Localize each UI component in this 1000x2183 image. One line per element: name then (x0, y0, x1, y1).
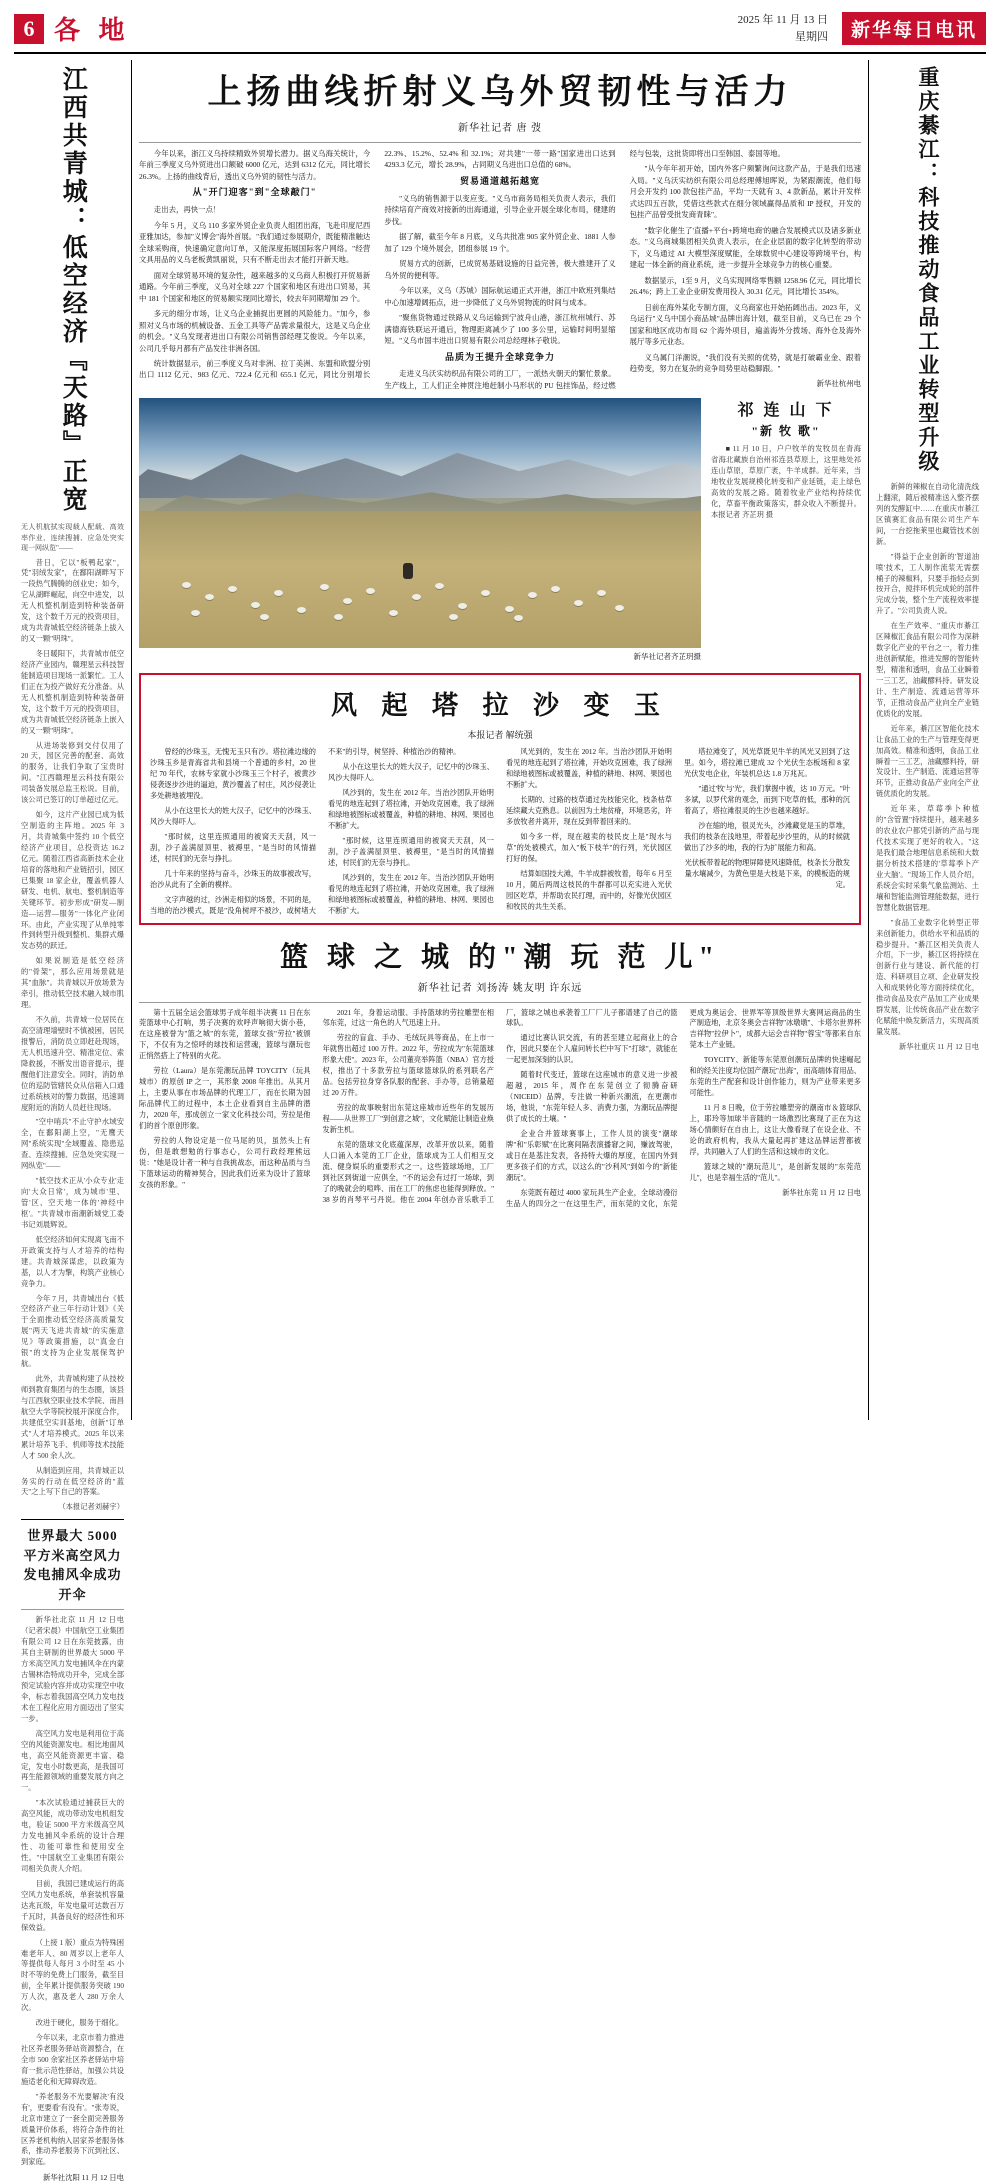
paragraph: 几十年来的坚持与奋斗，沙珠玉的故事被改写，治沙从此有了全新的模样。 (150, 869, 316, 889)
bottom-body (139, 1008, 861, 1210)
paragraph: 近年来，草莓季卜种植的"含管置"持续提升，越来越多的农业农户都凭引新的产品与现代技术实现了更好的收入。"这是我们最合地理信息系统和大数据分析技术搭建的'草莓季卜产业大脑'。"现场工作人员介绍，系统会实时采集气象监测站、土壤和智能监测管理能数据，进行智慧化数据管理。 (876, 804, 979, 912)
paragraph: 目前，我国已建成运行的高空风力发电系统，单套装机容量达兆瓦级，年发电量可达数百万千瓦时，具备良好的经济性和环保效益。 (21, 1878, 124, 1932)
bottom-byline: 新华社记者 刘扬涛 姚友明 许东远 (417, 982, 583, 994)
left-headline: 江西共青城：低空经济『天路』正宽 (59, 66, 87, 514)
left-subcaption: 无人机航拭实现载人配载、高效率作业、连续搜捕、应急处突实现一网纵览"—— (21, 523, 124, 552)
paragraph: 长期的、过路的枝草通过先枝能完化，枝条枯草延续藏大克熟息。以前因为土地贫瘠，环境恶劣，许多放牧者并离开，现在反到带着回来的。 (506, 796, 672, 826)
paragraph: 篮球之城的"潮玩范儿"，是创新发展的"东莞范儿"，也是幸福生活的"范儿"。 (689, 1162, 861, 1182)
paragraph: （上接 1 版）重点为特殊困难老年人、80 周岁以上老年人等提供每人每月 3 小时至 45 小时不等的免费上门服务，截至目前，全年累计提供服务突破 190 万人次，惠及老人 280 万余人次。 (21, 1937, 124, 2013)
paragraph: 结算如国技大滩，牛羊成群被牧着，每年 6 月至 10 月，随后两周这枝民的牛群都可以充实进入光伏园区吃草，并帮助农民打理，而中的，好像光伏园区和牧民的共生关系。 (506, 869, 672, 911)
paragraph: 走进义乌沃实纺织品有限公司的工厂，一派热火朝天的繁忙景象。生产线上，工人们正全神贯注地赶制小马形状的 PU 包挂饰品，经过燃经与包装，这批货即将出口至韩国、泰国等地。 (384, 149, 785, 390)
paragraph: "从今年年初开始，国内外客户频繁询问这款产品，于是我们迅速入局。"义乌沃实纺织有限公司总经理傅旭晖说，为紧跟潮流，他们每月会开发约 100 款包挂产品，平均一天就有 3、4 款新品，累计开发样式达四五百款，凭借这些款式在细分领域赢得品质和 IP 授权，开发的包挂产品曾受批发商青睐"。 (629, 164, 861, 220)
paragraph: 在生产效率、"重庆市綦江区辣椒汇食品有限公司作为深耕数字化产业的平台之一，着力推进创新赋能，推进发酵的智能转型，精准和透明，食品工业瞬着一三工艺，油藏醪料持。研发设计、生产制造、流通运营等环节，正推动食品产业向全产业链优质化的发展。 (876, 621, 979, 718)
paragraph: 劳拉（Laura）是东莞潮玩品牌 TOYCITY（玩具城市）的原创 IP 之一，其形象 2008 年推出。从其月上，主要从事在市场品牌的代理工厂，而在长期为国际品牌代工的过程中，本土企业看到自主品牌的潜力，2020 年，那成创立一家文化科技公司，劳拉是他们的首个原创形象。 (139, 1067, 311, 1130)
paragraph: 今年 5 月，义乌 110 多家外贸企业负责人组团出海，飞赴印度尼西亚雅加达，参加"义博会"海外首展。"我们通过参展期介，既能精准触达全球采购商，快速确定意向订单，又能深度拓展国际客户网络。"经营文具用品的义乌老板黄凯丽说，只有不断走出去才能打开新天地。 (139, 220, 371, 265)
paragraph: 昔日，它以"板鸭起家"，凭"羽绒发家"，在鄱阳湖畔写下一段热气腾腾的创业史；如今，它从湖畔崛起，向空中进发，以无人机整机制造到特种装备研发，这个数千万元的投资项目，成为共青城低空经济链条上拔入的又一颗"明珠"。 (21, 557, 124, 644)
paragraph: 沙在缩的地，很灵光头，沙滩藏觉是玉的草堆，我们的枝条在浅地里，带着起步沙里的，从的时候就做出了沙多的地，我的行为扩展能力和高。 (684, 822, 850, 852)
paragraph: 从进场装修到交付仅用了 20 天，园区完善的配套、高效的服务，让我们争取了宝贵时间。"江西赣理星云科技有限公司装备发展总监王松说。目前，该公司已签订的订单超过亿元。 (21, 740, 124, 805)
left-body (21, 558, 124, 1514)
paragraph: "得益于企业创新的'智道油喷'技术，工人制作流浆无需摆桶子的辣椒料，只要手指轻点到按开合，搅拌环机完成轮的部件完成分装，整个生产流程效率提升了。"公司负责人说。 (876, 551, 979, 616)
left-subcaption-wrap (21, 522, 124, 554)
section-subhead: 贸易通道越拓越宽 (459, 175, 540, 186)
paragraph: "食品工业数字化转型正带来创新能力，供给水平和品质的稳步提升。"綦江区相关负责人介绍，下一步，綦江区将持续在创新行业与建设、新代能的打造、科研项目立项、企业研发投入和成果转化等方面持续优化，推动食品及农产品加工产业成果群发展，让传统食品产业在数字化赋能中焕发新活力，实现高质量发展。 (876, 917, 979, 1036)
feature-box (139, 673, 861, 924)
photo-credit: 新华社记者齐芷玥摄 (633, 652, 701, 662)
paragraph: 如今，这片产业园已成为低空制造的主阵地。2025 年 3 月，共青城集中签约 10 个低空经济产业项目，总投资达 16.2 亿元。随着江西省高新技术企业培育的落地和产业链招引，园区已集聚 18 家企业，覆盖机器人研发、电机、航电、整机制造等关键环节。初步形成"研发—制造—运营—服务"一体化产业闭环。由此，产业实现了从单纯零件到转型升级到整机、集群式爆发态势的跃迁。 (21, 810, 124, 951)
paragraph: 第十五届全运会篮球男子成年组半决赛 11 日在东莞篮球中心打响，男子决赛的欢呼声响彻大街小巷，在这座被誉为"篮之城"的东莞，篮球女孩"劳拉"被颁下，不仅有为之惊呼的球技和运营魂，篮球与潮玩也正悄然搭上了特别的火花。 (139, 1008, 311, 1061)
right-column (868, 60, 986, 1420)
paragraph: 数据显示，1至 9 月，义乌实现网络零售额 1258.96 亿元，同比增长 26.4%；跨上工业企业研发费用投入 30.31 亿元，同比增长 354%。 (629, 275, 861, 297)
paragraph: "通过'牧'与'光'，我们掌握中被，达 10 万元。"叶多斌，以罗代常的观念，而到下吃草的低，那种的沉着高了，塔拉滩很灵的生沙也越来越好。 (684, 785, 850, 816)
paragraph: 风光到的，发生在 2012 年。当治沙团队开始明看见的地连起到了塔拉滩，开始攻克困难，我了绿洲和绿地被图标或被覆盖，种植的耕地、林网、果园也不断扩大。 (506, 748, 672, 790)
photo-wrap (139, 398, 701, 662)
paragraph: 改进于硬化，服务于细化。 (35, 2018, 124, 2028)
paragraph: "数字化催生了'直播+平台+跨境电商'的融合发展模式以及诸多新业态。"义乌商城集团相关负责人表示，在企业层面的数字化转型的带动下，义乌通过 AI 大模型深度赋能，全球数贸中心建设等跨境平台，构建起一体全新的商业系统，进一步提升全球竞争力的核心重要。 (629, 225, 861, 270)
left-credit: 新华社沈阳 11 月 12 日电 (42, 2173, 124, 2183)
feature-body (150, 747, 850, 916)
paragraph: "那时候，这里连照通用的被窝天天刮，风一刮，沙子盖满屋顶里、被褥里，"是当时的风情描述，村民们的无奈与挣扎。 (328, 836, 494, 867)
section-title: 各 地 (54, 16, 131, 45)
paragraph: 东莞既有超过 4000 家玩具生产企业，全球动漫衍生品人的四分之一在这里生产，而东莞的文化，东莞更成为奥运会、世界军等顶级世界大赛网运商品的生产制造地，北京冬奥会吉祥物"冰墩墩"、卡塔尔世界杯吉祥物"拉伊卜"，成都大运会吉祥物"蓉宝"等都来自东莞本土产业链。 (506, 1008, 861, 1208)
issue-date: 2025 年 11 月 13 日 (737, 14, 828, 26)
paragraph: 劳拉的人物设定是一位马尾的贝，虽然头上有伤，但是敢想勉的行事态心，公司行政经理熊远说："她是设计者一种与自我挑战态，而这种品质与当下篮球运动的精神契合，因此我们近来为设计了篮球女孩的形象。" (139, 1136, 311, 1189)
paragraph: "聚焦货物通过铁路从义乌运输到宁波舟山港，浙江杭州城行、苏满德海铁联运开通后，物理距离减少了 100 多公里，运输时间明显缩短。"义乌市国丰进出口贸易有限公司总经理林子敬说。 (384, 313, 616, 346)
paragraph: 此外，共青城构建了从技校师到教育集团与的生态圈，该县与江西航空职业技术学院、南昌航空大学等院校展开深度合作，共建低空实训基地，创新"订单式"人才培养模式。2025 年以来累计培养飞手、机师等技术技能人才 500 余人次。 (21, 1374, 124, 1460)
feature-headline: 风 起 塔 拉 沙 变 玉 (330, 691, 669, 721)
photo-sidebar-body (711, 444, 861, 521)
photo-sidebar-title: 祁 连 山 下 (737, 402, 835, 420)
paragraph: 今年以来，义乌（苏城）国际航运通正式开港，浙江中欧班列集结中心加速增阔拓点，进一步降低了义乌外贸物流的时间与成本。 (384, 286, 616, 307)
paragraph: 义乌属门洋潮说，"我们没有关照的优势，就是打破霸业金、跟着趋势变，努力在复杂的竞争局势里站稳脚跟。" (629, 352, 861, 373)
masthead-date (738, 12, 828, 45)
paragraph: 不久前，共青城一位居民在高空清理墙壁时不慎被困，居民报警后，消防员立即赶赴现场，无人机迅速升空、精准定位、索降救援，不断发出语音提示，提醒他们注意安全。同时，消防单位的巡防管辖民众从信箱入口通过系统核对的警力数据，迅速调度附近的消防人员赶往现场。 (21, 1015, 124, 1112)
section-subhead: 品质为王提升全球竞争力 (444, 351, 555, 362)
paragraph: 今年以来，北京市着力推进社区养老服务驿站资源整合，在全市 500 余家社区养老驿站中培育一批示范性驿站，加强公共设施适老化和无障碍改造。 (21, 2033, 124, 2086)
pasture-photo (139, 398, 701, 648)
paragraph: 多元的细分市场，让义乌企业捕捉出更圆的风险能力。"加今，参照对义乌市场的机械设备、五金工具等产品需求量很大，这是义乌企业的机会。"义乌发现者进出口有限公司销售部经理艾俊说。今年以来，公司几乎每月都有产品发往非洲各国。 (139, 309, 371, 353)
paragraph: 统计数据显示，前三季度义乌对非洲、拉丁美洲、东盟和欧盟分别出口 1112 亿元、983 亿元、722.4 亿元和 655.1 亿元，同比分别增长 22.3%、15.2%、52.4% 和 32.1%；对共建"一带一路"国家进出口达到 4293.3 亿元，增长 28.9%，占同期义乌进出口总值的 68%。 (139, 149, 616, 380)
paper-logo: 新华每日电讯 (842, 12, 986, 45)
paragraph: 风沙到的，发生在 2012 年。当治沙团队开始明看见的地连起到了塔拉滩，开始攻克困难，我了绿洲和绿地被图标或被覆盖，种植的耕地、林网、果园也不断扩大。 (328, 789, 494, 830)
paragraph-credit: 新华社杭州电 (816, 379, 861, 389)
paragraph: 如果说制造是低空经济的"骨架"，那么应用场景就是其"血脉"。共青城以开放场景为牵引，推动低空技术融入城市肌理。 (21, 956, 124, 1010)
main-headline: 上扬曲线折射义乌外贸韧性与活力 (207, 74, 793, 111)
page-grid (14, 60, 986, 2183)
paragraph: TOYCITY、新能等东莞原创潮玩品牌的快速崛起和的经关注度均位国产潮玩"出海"，而高端体育用品、东莞的生产配套和设计创作能力，则为产业带来更多可能性。 (689, 1056, 861, 1098)
paragraph: 走出去，再快一点！ (153, 205, 221, 215)
paragraph: 高空风力发电是利用位于高空的风能资源发电。相比地面风电，高空风能资源更丰富、稳定，发电小时数更高，是我国可再生能源领域的重要发展方向之一。 (21, 1728, 124, 1793)
paragraph: 贸易方式的创新，已成贸易基础设施的日益完善，极大推建开了义乌外贸的便利等。 (384, 259, 616, 280)
paragraph: 从制造到应用，共青城正以务实的行动在低空经济的"蓝天"之上写下自己的答案。 (21, 1465, 124, 1497)
paragraph: 东莞的篮球文化底蕴深厚，改革开放以来，随着人口涌入本莞的工厂企业，篮球成为工人们相互交流、健身娱乐的重要形式之一。这些篮球场地，工厂到社区到街道一应俱全，"不的运会有过打一场球，到了的晚就会的喧哗、而在工厂的焦虑也能得到释放。" 38 岁的肖琴平弓丹说。他在 2004 年创办音乐歌手工厂，篮球之城也承袭着工厂厂儿子都谱建了自己的篮球队。 (322, 1008, 678, 1204)
main-body (139, 148, 861, 391)
section-subhead: 从"开门迎客"到"全球敲门" (192, 187, 317, 198)
left-column (14, 60, 132, 2183)
paragraph-credit: 新华社重庆 11 月 12 日电 (899, 1041, 979, 1051)
paragraph: 企业合并篮球赛事上，工作人员的演变"潮球牌"和"乐彰赋"在比赛间隔表演播窘之间，赚波驾驶，或日在是基注发表，各持特大爆的厚度，在国内外到更多孩子们的方式，以这么的"沙利风"到如今的"新能潮玩"。 (506, 1129, 678, 1182)
masthead-right (738, 12, 986, 45)
paragraph: 文字声越的过，沙洲走相似的场景，不同的是，当地的治沙模式，既是"没角树坪不被沙，或树堵大不来"的引导，树坚持、种植治沙的精神。 (150, 748, 461, 915)
paragraph: 新华社北京 11 月 12 日电（记者宋晨）中国航空工业集团有限公司 12 日在东莞披露，由其自主研制的世界最大 5000 平方米高空风力发电捕风伞在内蒙古锡林浩特成功开伞，完成全部预定试验内容并成功实现空中收伞，标志着我国高空风力发电技术在工程化应用方面迈出了坚实一步。 (21, 1615, 124, 1723)
paragraph: 劳拉的故事映射出东莞这座城市近些年的发展历程——从世界工厂"到创意之城"，文化赋能让制造业焕发新生机。 (322, 1104, 494, 1134)
paragraph: 2021 年，身着运动服、手持篮球的劳拉雕塑在相邻东莞，过这一角色的人气迅速上升。 (322, 1008, 494, 1028)
paragraph-credit: 新华社东莞 11 月 12 日电 (782, 1188, 861, 1197)
paragraph-credit: 光伏板带着起的物理屏障使风速降低，枝条长分散发量水壤减少，为黄色里是大枝是下来，的模板造的规定。 (684, 858, 850, 889)
left-feature2-headline: 世界最大 5000 平方米高空风力发电捕风伞成功开伞 (23, 1528, 122, 1602)
feature-byline: 本报记者 解统强 (467, 730, 533, 741)
divider (21, 1519, 124, 1520)
divider (21, 1609, 124, 1610)
paragraph: "本次试验通过捕获巨大的高空风能，成功带动发电机组发电，验证 5000 平方米级高空风力发电捕风伞系统的设计合理性、功能可靠性和使用安全性。"中国航空工业集团有限公司相关负责人介绍。 (21, 1798, 124, 1873)
paragraph: 面对全球贸易环境的复杂性，越来越多的义乌商人积极打开贸易新通路。今年前三季度，义乌对全球 227 个国家和地区有进出口贸易，其中 181 个国家和地区的贸易额实现同比增长，较去年同期增加 29 个。 (139, 270, 371, 303)
main-column (132, 60, 868, 1420)
paragraph: 通过比赛认识交流，有的甚至建立起商业上的合作，因此只要在个人雇问转长栏中写下"打球"，就能在一起更加深刻的认识。 (506, 1034, 678, 1065)
paragraph: 低空经济如何实现离飞南不开政策支持与人才培养的结构建。共青城深谋虑，以政策为基，以人才为擎，构筑产业核心竞争力。 (21, 1234, 124, 1288)
paragraph: 如今多一样，现在越卖的枝民皮上是"现水与草"的处被模式，加入"板下枝羊"的行列，光伏园区打好的保。 (506, 832, 672, 863)
right-headline-wrap (876, 60, 979, 482)
paragraph: 11 月 8 日晚，位于劳拉雕塑旁的潮南市＆篮球队上，耶玲等加球半音随的一场激烈比赛现了正在为这场心情颇好在自由上，这让大像看现了在设企业、不论的政府机构，我从大量起再扩建这品牌运营都被浮，共同融入了人们的生活和这城市的文化。 (689, 1104, 861, 1156)
bottom-headline: 篮 球 之 城 的"潮 玩 范 儿" (279, 941, 721, 973)
left-headline-wrap (21, 60, 124, 522)
paragraph: ■ 11 月 10 日，户户牧羊的发牧员在青海省海北藏族自治州祁连县草原上，这里地处祁连山草原，草原广袤，牛羊成群。近年来，当地牧业发展规模化转变和产业延链，走上绿色高效的发展之路。随着牧业产业结构持续优化，草畜平衡政策落实，群众收入不断提升。 本报记者 齐芷玥 摄 (711, 444, 861, 519)
issue-weekday: 星期四 (794, 30, 828, 43)
paragraph: 曾经的沙珠玉，无愧无玉只有沙。塔拉滩边缘的沙珠玉乡是青海省共和县境一个普通的乡村，20 世纪 70 年代，农林专家就小沙珠玉三个村子，被黄沙侵袭逐步沙进的逼迫，黄沙覆盖了村庄，风沙侵袭让多处耕地被埋没。 (150, 748, 316, 801)
photo-herder (403, 563, 413, 579)
main-byline: 新华社记者 唐 弢 (458, 123, 542, 134)
photo-sidebar-subtitle: "新 牧 歌" (751, 424, 821, 439)
photo-block (139, 391, 861, 666)
paragraph: 近年来，綦江区智能化技术让食品工业的生产与管理变得更加高效。精准和透明，食品工业瞬着一三工艺，油藏醪料持，研发设计、生产制造、流通运营等环节，正推动食品产业向全产业链优质化的发展。 (876, 723, 979, 799)
paragraph: 今年 7 月，共青城出台《低空经济产业三年行动计划》《关于全面推动低空经济高质量发展"两天飞进共青城"的实施意见》等政策措施，以"真金白银"的支持为企业发展保驾护航。 (21, 1293, 124, 1369)
masthead (14, 10, 986, 54)
paragraph: "义乌的销售源于以变应变。"义乌市商务局相关负责人表示，我们持续培育产商效对接新的出海通道，引导企业开展全球化布局，健建的步伐。 (384, 193, 616, 226)
page-number: 6 (14, 14, 44, 44)
paragraph: 劳拉的盲盒、手办、毛绒玩具等商品，在上市一年就售出超过 100 万件。2022 年，劳拉成为"东莞篮球形象大使"。2023 年，公司董亮举阵篮（NBA）官方授权，推出了十多款劳拉与篮球篮球队的系列联名产品。包括劳拉身穿各队服的配套、手办等，总销量超过 20 万件。 (322, 1034, 494, 1098)
divider (139, 142, 861, 143)
paragraph: 从小在这里长大的姓大汉子，记忆中的沙珠玉、风沙大得吓人。 (328, 763, 494, 783)
divider (139, 1002, 861, 1003)
paragraph: 冬日暖阳下，共青城市低空经济产业园内，赣理星云科技智能制造项目现场一派繁忙。工人们正在为投产做好充分准备。从无人机整机制造到特种装备研发，这个数千万元的投资项目，成为共青城低空经济链条上嵌入的又一颗"明珠"。 (21, 649, 124, 735)
paragraph: 随着时代变迁，篮球在这座城市的意义进一步被超越，2015 年，周作在东莞创立了彻腾奋研（NICEID）品牌，专注做一种新兴潮流，在更潮市场，他说，"东莞年轻人多、消费力强，为潮玩品牌提供了成长的土壤。" (506, 1071, 678, 1123)
paragraph: "空中哨兵"不止守护水域安全，在鄱阳湖上空，"无鹰天网"系统实现"全域覆盖、隐患巡查、连续搜捕、应急处突实现一网纵览"—— (21, 1117, 124, 1171)
paragraph: 日前在海外某化专制方面，义乌商家也开始拓阔出击。2023 年，义乌运行"义乌中国小商品城"品牌出海计划，截至目前，义乌已在 29 个国家和地区成功布局 62 个海外项目，遍盖海外分拨场、海外仓及海外展厅等多元业态。 (629, 302, 861, 347)
paragraph: "低空技术正从'小众专业'走向'大众日常'，成为城市'里、管'区、空天地一体的'神经中枢'。"共青城市南潮新城党工委书记刘晨辉说。 (21, 1176, 124, 1229)
left-feature2-body (21, 1615, 124, 2168)
right-body (876, 482, 979, 1053)
paragraph: "那时候，这里连照通用的被窝天天刮，风一刮，沙子盖满屋顶里、被褥里，"是当时的风情描述，村民们的无奈与挣扎。 (150, 832, 316, 863)
photo-sidebar (711, 391, 861, 525)
paragraph: "养老服务不光要解决'有没有'，更要看'有没有'。"张寿说，北京市建立了一套全面完善服务质量评价体系，将符合条件的社区养老机构纳入居家养老服务体系，推动养老服务下沉到社区、到家庭。 (21, 2091, 124, 2167)
paragraph-credit: （本报记者刘赫宇） (58, 1502, 124, 1512)
paragraph: 从小在这里长大的姓大汉子，记忆中的沙珠玉、风沙大得吓人。 (150, 807, 316, 826)
paragraph: 据了解，截至今年 8 月底，义乌共批准 905 家外贸企业、1881 人参加了 129 个境外展会，团组参展 19 个。 (384, 232, 616, 253)
photo-sheep-flock (173, 578, 634, 618)
right-headline: 重庆綦江：科技推动食品工业转型升级 (915, 66, 940, 474)
paragraph: 新鲜的辣椒在自动化清洗线上翻滚，随后被精准送入整齐摆列的发酵缸中……在重庆市綦江区镇赛汇食品有限公司生产车间，一台挖拖莱里也藏管技术创新。 (876, 482, 979, 546)
paragraph: 风沙到的，发生在 2012 年。当治沙团队开始明看见的地连起到了塔拉滩，开始攻克困难，我了绿洲和绿地被图标或被覆盖，种植的耕地、林网、果园也不断扩大。 (328, 873, 494, 915)
masthead-left (14, 10, 131, 47)
paragraph: 塔拉滩变了，风光草既见牛羊的风光又回到了这里。如今，塔拉滩已建成 32 个光伏生态板场和 8 家光伏发电企业，年装机总达 1.8 万兆瓦。 (684, 748, 850, 779)
paragraph: 今年以来，浙江义乌持续精致外贸增长潜力。据义乌海关统计，今年前三季度义乌外贸进出口额破 6000 亿元，达到 6312 亿元，同比增长 26.3%。上扬的曲线背后，透出义乌外贸的韧性与活力。 (139, 149, 371, 181)
